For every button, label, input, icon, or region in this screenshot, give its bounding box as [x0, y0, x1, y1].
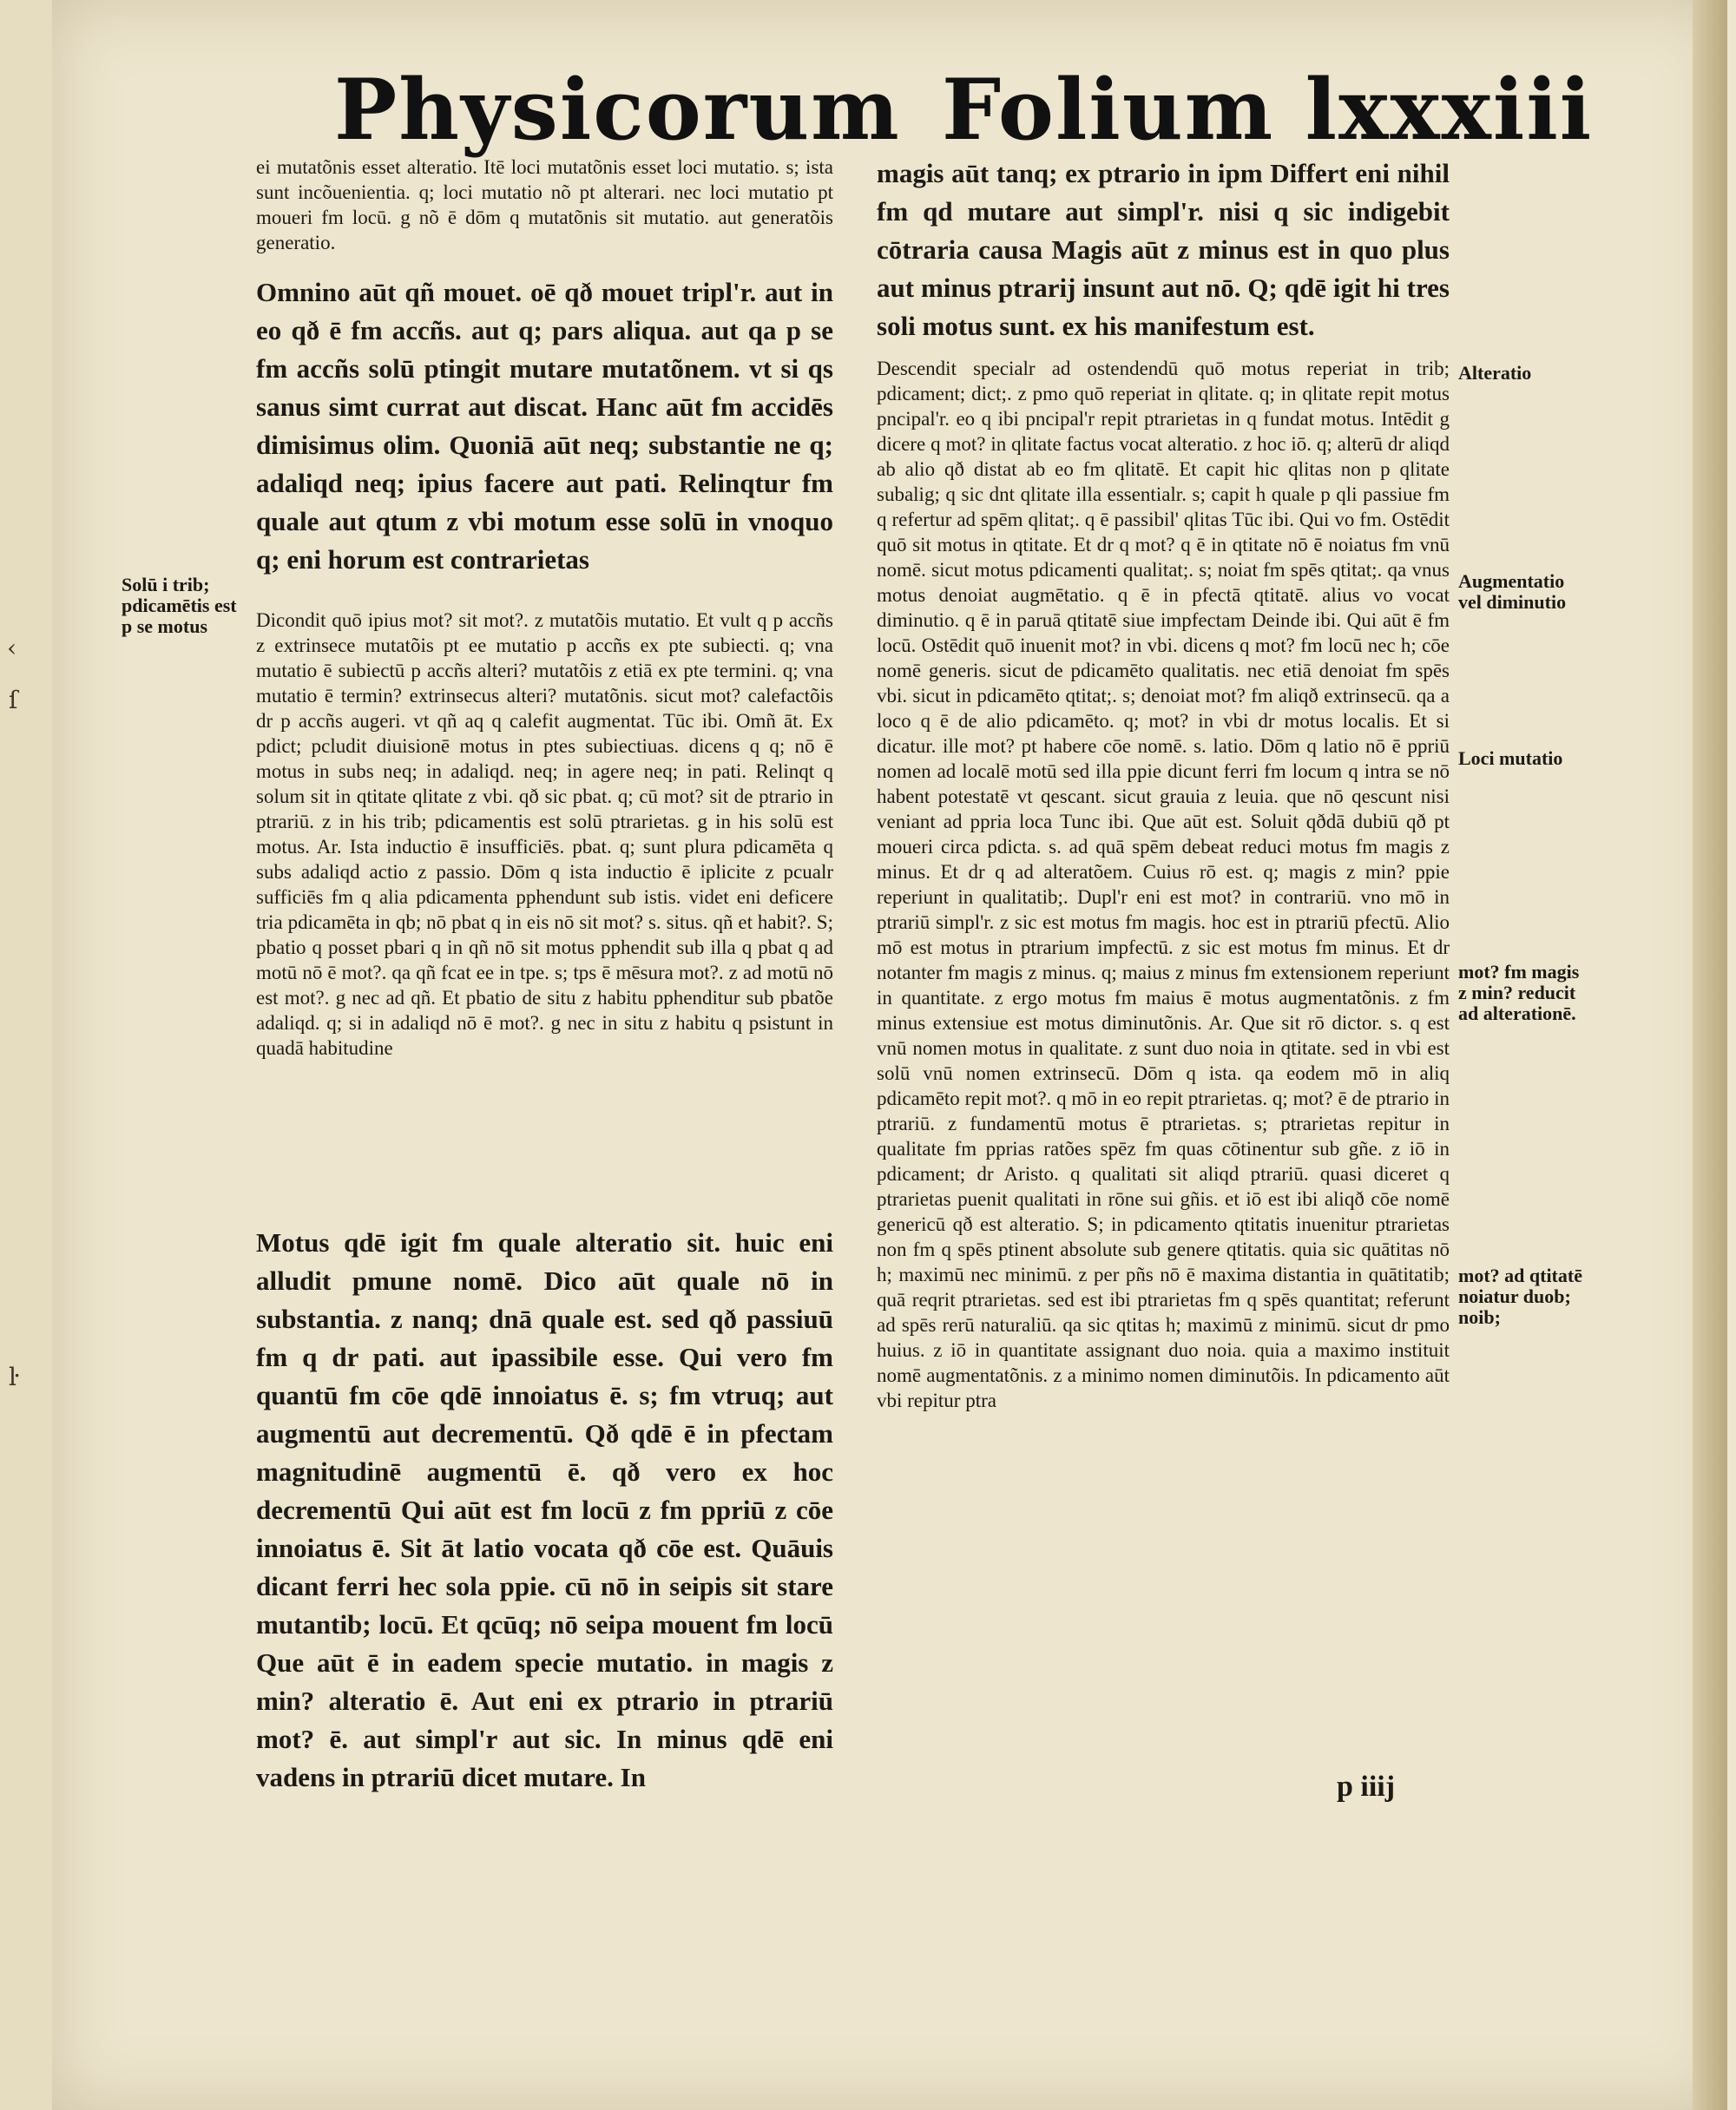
margin-note-alteratio: Alteratio — [1458, 362, 1532, 384]
ink-mark: ŀ — [9, 1363, 16, 1391]
ink-mark: ‹ — [7, 634, 17, 662]
running-title-left: Physicorum — [334, 61, 901, 159]
right-paragraph-1: magis aūt tanq; ex ptrario in ipm Differt eni nihil fm qd mutare aut simpl'r. nisi q sic indigebit cōtraria causa Magis aūt z minus est in quo plus aut minus ptrarij insunt aut nō. Q; qdē igit hi tres soli motus sunt. ex his manifestum est. — [877, 158, 1450, 341]
margin-note-augmentatio: Augmentatio vel diminutio — [1458, 570, 1567, 613]
signature-mark: p iiij — [1337, 1771, 1396, 1803]
margin-note-left: Solū i trib; pdicamētis est p se motus — [122, 574, 237, 637]
book-spine — [0, 0, 54, 2110]
left-paragraph-3: Dicondit quō ipius mot? sit mot?. z mutatõis mutatio. Et vult q p accñs z extrinsece mutatõis pt ee mutatio p accñs ex pte subiecti. q; vna mutatio ē subiectū p accñs alteri? mutatõis z etiā ex pte termini. q; vna mutatio ē termin? extrinsecus alteri? mutatõnis. sicut mot? calefactõis dr p accñs augeri. vt qñ aq q calefit augmentat. Tūc ibi. Omñ āt. Ex pdict; pcludit diuisionē motus in ptes subiectiuas. dicens q q; nō ē motus in subs neq; in adaliqd. neq; in agere neq; in pati. Relinqt q solum sit in qtitate qlitate z vbi. qð sic pbat. q; cū mot? sit de ptrario in ptrariū. z in his trib; pdicamentis est solū ptrarietas. g in his solū est motus. Ar. Ista inductio ē insufficiēs. pbat. q; sunt plura pdicamēta q subs adaliqd actio z passio. Dōm q ista inductio ē iplicite z pcualr sufficiēs fm q alia pdicamenta pphendunt sub istis. videt eni deficere tria pdicamēta in qb; nō pbat q in eis nō sit mot? s. situs. qñ et habit?. S; pbatio q posset pbari q in qñ nō sit motus pphendit sub illa q pbat q ad motū nō ē mot?. qa qñ fcat ee in tpe. s; tps ē mēsura mot?. z ad motū nō est mot?. g nec ad qñ. Et pbatio de situ z habitu pphenditur sub pbatõe adaliqd. q; si in adaliqd nō ē mot?. g nec in situ z habitu q psistunt in quadā habitudine — [256, 609, 833, 1059]
right-main-text — [877, 154, 1450, 356]
left-main-text-2 — [256, 1224, 833, 1807]
left-main-text-1 — [256, 273, 833, 589]
margin-note-magis-minus: mot? fm magis z min? reducit ad alterationē. — [1458, 961, 1580, 1024]
right-paragraph-2: Descendit specialr ad ostendendū quō motus reperiat in trib; pdicament; dict;. z pmo quō reperiat in qlitate. q; in qlitate repit motus pncipal'r. eo q ibi pncipal'r repit ptrarietas in q fundat motus. Intēdit g dicere q mot? in qlitate factus vocat alteratio. z hoc iō. q; alterū dr aliqd ab alio qð distat ab eo fm qlitatē. Et capit hic qlitas non p qlitate subalig; q sic dnt qlitate illa essentialr. s; capit h quale p qli passiue fm q refertur ad spēm qlitat;. q ē passibil' qlitas Tūc ibi. Qui vo fm. Ostēdit quō sit motus in qtitate. Et dr q mot? q ē in qtitate nō ē noiatus fm vnū nomē. sicut motus pdicamenti qualitat;. s; noiat fm spēs qtitat;. qa vnus motus denoiat augmētatio. q ē in pfectā qtitatē. alius vo vocat diminutio. q ē in paruā qtitatē siue impfectam Deinde ibi. Qui aūt ē fm locū. Ostēdit quō inuenit mot? in vbi. dicens q mot? fm locū nec h; cōe nomē generis. sicut de pdicamēto qualitatis. nec etiā denoiat fm spēs vbi. sicut in pdicamēto qtitat;. s; denoiat mot? fm aliqð extrinsecū. qa a loco q ē de alio pdicamēto. q; mot? in vbi dr motus localis. Et si dicatur. ille mot? pt habere cōe nomē. s. latio. Dōm q latio nō ē ppriū nomen ad localē motū sed illa ppie dicunt ferri fm locum q intra se nō habent potestatē vt qescant. sicut grauia z leuia. que nō qescunt nisi veniant ad ppria loca Tunc ibi. Que aūt est. Soluit qðdā dubiū qð pt moueri circa pdicta. s. ad quā spēm debeat reduci motus fm magis z minus. Et dr q ad alteratõem. Cuius rō est. q; magis z min? ppie reperiunt in qualitatib;. Dupl'r eni est mot? in contrariū. vno mō in ptrariū simpl'r. z sic est motus fm magis. hoc est in ptrariū pfectū. Alio mō est motus in ptrarium impfectū. z sic est motus fm minus. Et dr notanter fm magis z minus. q; maius z minus fm extensionem reperiunt in quantitate. z ergo motus fm maius ē motus augmentatõnis. z fm minus extensiue est motus diminutõnis. Ar. Que sit rō dictor. s. q est vnū nomen motus in qualitate. z sunt duo noia in qtitate. sed in vbi est solū vnū nomen extrinsecū. Dōm q ista. qa eodem mō in aliq pdicamēto repit mot?. q mō in eo repit ptrarietas. q; mot? ē de ptrario in ptrariū. z fundamentū motus ē ptrarietas. s; ptrarietas repitur in qualitate fm pprias ratões spēz fm quas cōtinentur sub gñe. z iō in pdicament; dr Aristo. q qualitati sit aliqd ptrariū. quasi diceret q ptrarietas puenit qualitati in rōne sui gñis. et iō est ibi aliqð cōe nomē genericū qð est alteratio. S; in pdicamento qtitatis inuenitur ptrarietas non fm q spēs ptinent absolute sub genere qtitatis. quia sic quātitas nō h; maximū nec minimū. z per pñs nō ē maxima distantia in quātitatib; quā reqrit ptrarietas. sed est ibi ptrarietas fm q spēs quantitat; referunt ad spēs rerū naturaliū. qa sic qtitas h; maximū z minimū. sicut dr pmo huius. z iō in quantitate assignant duo noia. quia a maximo instituit nomē augmentatõnis. z a minimo nomen diminutõis. In pdicamento aūt vbi repitur ptra — [877, 358, 1450, 1411]
margin-note-loci-mutatio: Loci mutatio — [1458, 747, 1563, 769]
ink-mark: ſ — [9, 686, 18, 714]
left-paragraph-1: ei mutatõnis esset alteratio. Itē loci mutatõnis esset loci mutatio. s; ista sunt incõuenientia. q; loci mutatio nõ pt alterari. nec loci mutatio pt moueri fm locū. g nõ ē dōm q mutatõnis sit mutatio. aut generatõis generatio. — [256, 156, 833, 253]
running-title-right: Folium lxxxiii — [942, 61, 1594, 159]
right-commentary — [877, 356, 1450, 1423]
margin-note-quantitate: mot? ad qtitatē noiatur duob; noib; — [1458, 1265, 1582, 1328]
left-paragraph-2: Omnino aūt qñ mouet. oē qð mouet tripl'r. aut in eo qð ē fm accñs. aut q; pars aliqua. aut qa p se fm accñs solū ptingit mutare mutatõnem. vt si qs sanus simt currat aut discat. Hanc aūt fm accidēs dimisimus olim. Quoniā aūt neq; substantie ne q; adaliqd neq; ipius facere aut pati. Relinqtur fm quale aut qtum z vbi motum esse solū in vnoquo q; eni horum est contrarietas — [256, 277, 833, 575]
left-commentary-middle — [256, 608, 833, 1071]
left-commentary-top — [256, 154, 833, 266]
left-paragraph-4: Motus qdē igit fm quale alteratio sit. huic eni alludit pmune nomē. Dico aūt quale nō in substantia. z nanq; dnā quale est. sed qð passiuū fm q dr pati. aut ipassibile esse. Qui vero fm quantū fm cōe qdē innoiatus ē. s; fm vtruq; aut augmentū aut decrementū. Qð qdē ē in pfectam magnitudinē augmentū ē. qð vero ex hoc decrementū Qui aūt est fm locū z fm ppriū z cōe innoiatus ē. Sit āt latio vocata qð cōe est. Quāuis dicant ferri hec sola ppie. cū nō in seipis sit stare mutantib; locū. Et qcūq; nō seipa mouent fm locū Que aūt ē in eadem specie mutatio. in magis z min? alteratio ē. Aut eni ex ptrario in ptrariū mot? ē. aut simpl'r aut sic. In minus qdē eni vadens in ptrariū dicet mutare. In — [256, 1227, 833, 1792]
page-edge — [1693, 0, 1727, 2110]
